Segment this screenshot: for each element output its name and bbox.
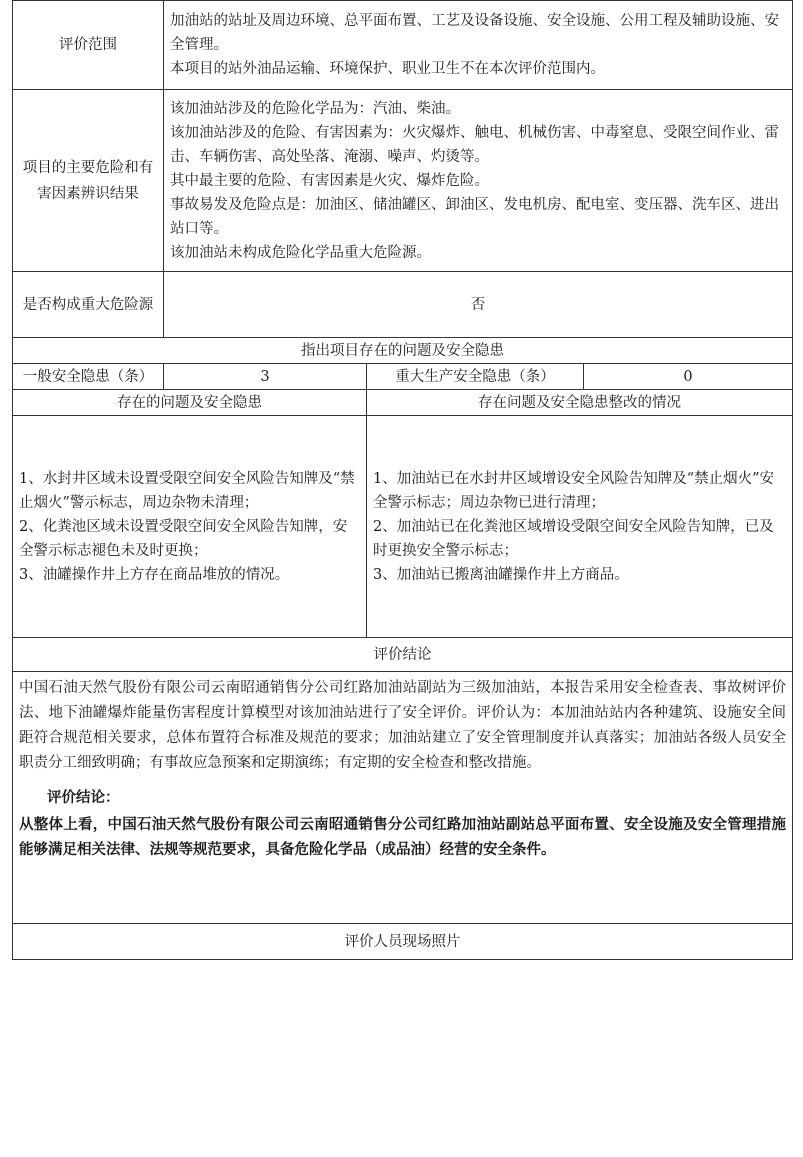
scope-label: 评价范围: [13, 1, 164, 90]
rectification-item: 2、加油站已在化粪池区域增设受限空间安全风险告知牌，已及时更换安全警示标志；: [373, 518, 774, 559]
issues-left-header: 存在的问题及安全隐患: [13, 390, 367, 416]
scope-line: 加油站的站址及周边环境、总平面布置、工艺及设备设施、安全设施、公用工程及辅助设施、安全管理。: [170, 13, 779, 53]
conclusion-final: 从整体上看，中国石油天然气股份有限公司云南昭通销售分公司红路加油站副站总平面布置、安全设施及安全管理措施能够满足相关法律、法规等规范要求，具备危险化学品（成品油）经营的安全条件。: [19, 816, 786, 858]
scope-content: [164, 1, 793, 90]
photos-header: 评价人员现场照片: [13, 924, 793, 960]
hazards-label: 项目的主要危险和有害因素辨识结果: [13, 90, 164, 272]
hazards-content: [164, 90, 793, 272]
general-hazard-count-value: 3: [164, 364, 367, 390]
issue-item: 1、水封井区域未设置受限空间安全风险告知牌及“禁止烟火”警示标志，周边杂物未清理；: [19, 470, 355, 511]
hazards-line: 该加油站未构成危险化学品重大危险源。: [170, 244, 431, 261]
hazards-line: 其中最主要的危险、有害因素是火灾、爆炸危险。: [170, 172, 489, 189]
hazards-line: 该加油站涉及的危险化学品为：汽油、柴油。: [170, 100, 460, 117]
general-hazard-count-label: 一般安全隐患（条）: [13, 364, 164, 390]
issues-right-header: 存在问题及安全隐患整改的情况: [367, 390, 793, 416]
issues-list: [13, 416, 367, 638]
scope-line: 本项目的站外油品运输、环境保护、职业卫生不在本次评价范围内。: [170, 61, 605, 77]
issues-content-row: [13, 416, 793, 638]
hazards-row: [13, 90, 793, 272]
photos-header-row: [13, 924, 793, 960]
conclusion-header-row: [13, 638, 793, 672]
conclusion-header: 评价结论: [13, 638, 793, 672]
issue-item: 2、化粪池区域未设置受限空间安全风险告知牌，安全警示标志褪色未及时更换；: [19, 518, 348, 559]
issues-columns-row: [13, 390, 793, 416]
rectification-item: 3、加油站已搬离油罐操作井上方商品。: [373, 566, 629, 583]
scope-row: [13, 1, 793, 90]
evaluation-report-page: [12, 0, 792, 960]
conclusion-body: 中国石油天然气股份有限公司云南昭通销售分公司红路加油站副站为三级加油站，本报告采用安全检查表、事故树评价法、地下油罐爆炸能量伤害程度计算模型对该加油站进行了安全评价。评价认为：本加油站站内各种建筑、设施安全间距符合规范相关要求，总体布置符合标准及规范的要求；加油站建立了安全管理制度并认真落实；加油站各级人员安全职责分工细致明确；有事故应急预案和定期演练；有定期的安全检查和整改措施。: [19, 680, 786, 771]
issues-header-row: [13, 338, 793, 364]
hazards-line: 该加油站涉及的危险、有害因素为：火灾爆炸、触电、机械伤害、中毒窒息、受限空间作业、雷击、车辆伤害、高处坠落、淹溺、噪声、灼烫等。: [170, 124, 779, 165]
issues-header: 指出项目存在的问题及安全隐患: [13, 338, 793, 364]
issue-item: 3、油罐操作井上方存在商品堆放的情况。: [19, 566, 290, 583]
hazards-line: 事故易发及危险点是：加油区、储油罐区、卸油区、发电机房、配电室、变压器、洗车区、进出站口等。: [170, 196, 779, 237]
conclusion-subtitle: 评价结论：: [47, 789, 120, 806]
rectification-item: 1、加油站已在水封井区域增设安全风险告知牌及“禁止烟火”安全警示标志；周边杂物已进行清理；: [373, 470, 775, 511]
major-hazard-row: [13, 272, 793, 338]
counts-row: [13, 364, 793, 390]
conclusion-row: [13, 672, 793, 924]
major-hazard-count-value: 0: [584, 364, 793, 390]
major-hazard-value: 否: [164, 272, 793, 338]
conclusion-content: [13, 672, 793, 924]
major-hazard-count-label: 重大生产安全隐患（条）: [367, 364, 584, 390]
major-hazard-label: 是否构成重大危险源: [13, 272, 164, 338]
evaluation-table: [12, 0, 793, 960]
rectification-list: [367, 416, 793, 638]
